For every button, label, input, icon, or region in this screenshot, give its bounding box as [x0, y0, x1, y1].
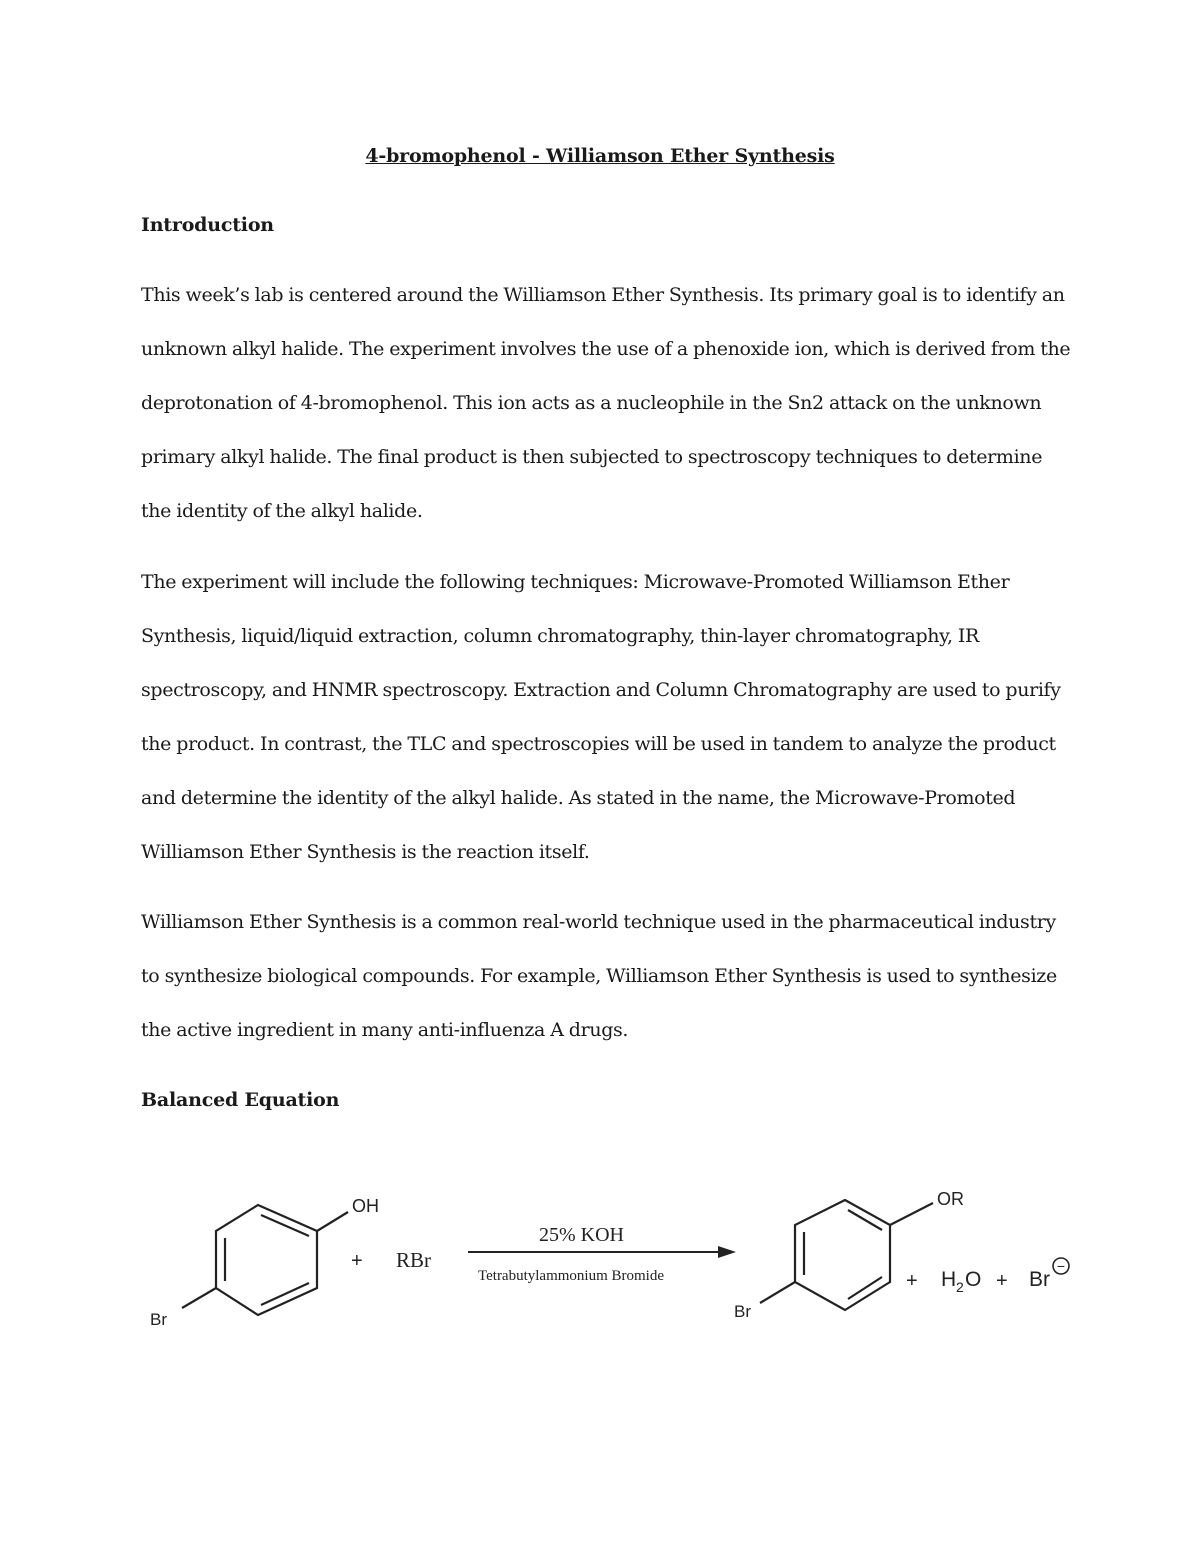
water-o: O [965, 1268, 982, 1291]
intro-paragraph-2: The experiment will include the following techniques: Microwave-Promoted Williamson Ether Synthesis, liquid/liquid extraction, column chromatography, thin-layer chromatography, IR spectroscopy, and HNMR spectroscopy. Extraction and Column Chromatography are used to purify the product. In contrast, the TLC and spectroscopies will be used in tandem to analyze the product and determine the identity of the alkyl halide. As stated in the name, the Microwave-Promoted Williamson Ether Synthesis is the reaction itself. [141, 571, 1061, 863]
water-molecule [941, 1268, 981, 1295]
product-benzene-ring [760, 1200, 933, 1310]
water-h: H [941, 1268, 957, 1291]
product-br-label: Br [734, 1302, 751, 1321]
water-subscript: 2 [956, 1279, 964, 1295]
condition-koh: 25% KOH [539, 1224, 624, 1246]
intro-paragraph-3: Williamson Ether Synthesis is a common real-world technique used in the pharmaceutical industry to synthesize biological compounds. For example, Williamson Ether Synthesis is used to synthesize the active ingredient in many anti-influenza A drugs. [141, 911, 1057, 1041]
reactant-benzene-ring [182, 1205, 348, 1315]
plus-sign-2: + [906, 1270, 918, 1292]
plus-sign-1: + [351, 1250, 363, 1272]
product-or-label: OR [937, 1189, 964, 1209]
charge-symbol: − [1056, 1258, 1066, 1274]
condition-catalyst: Tetrabutylammonium Bromide [478, 1268, 664, 1284]
reaction-scheme [130, 1170, 1090, 1360]
reaction-arrow [468, 1246, 736, 1258]
plus-sign-3: + [996, 1270, 1008, 1292]
introduction-heading: Introduction [141, 214, 274, 236]
bromide-ion: Br [1029, 1268, 1050, 1291]
balanced-equation-heading: Balanced Equation [141, 1089, 340, 1111]
negative-charge-icon [1053, 1258, 1069, 1274]
alkyl-bromide-reagent: RBr [396, 1248, 432, 1272]
reactant-br-label: Br [150, 1310, 167, 1329]
reactant-oh-label: OH [352, 1196, 379, 1216]
intro-paragraph-1: This week’s lab is centered around the Williamson Ether Synthesis. Its primary goal is to identify an unknown alkyl halide. The experiment involves the use of a phenoxide ion, which is derived from the deprotonation of 4-bromophenol. This ion acts as a nucleophile in the Sn2 attack on the unknown primary alkyl halide. The final product is then subjected to spectroscopy techniques to determine the identity of the alkyl halide. [141, 284, 1071, 522]
document-title: 4-bromophenol - Williamson Ether Synthesis [365, 145, 835, 167]
